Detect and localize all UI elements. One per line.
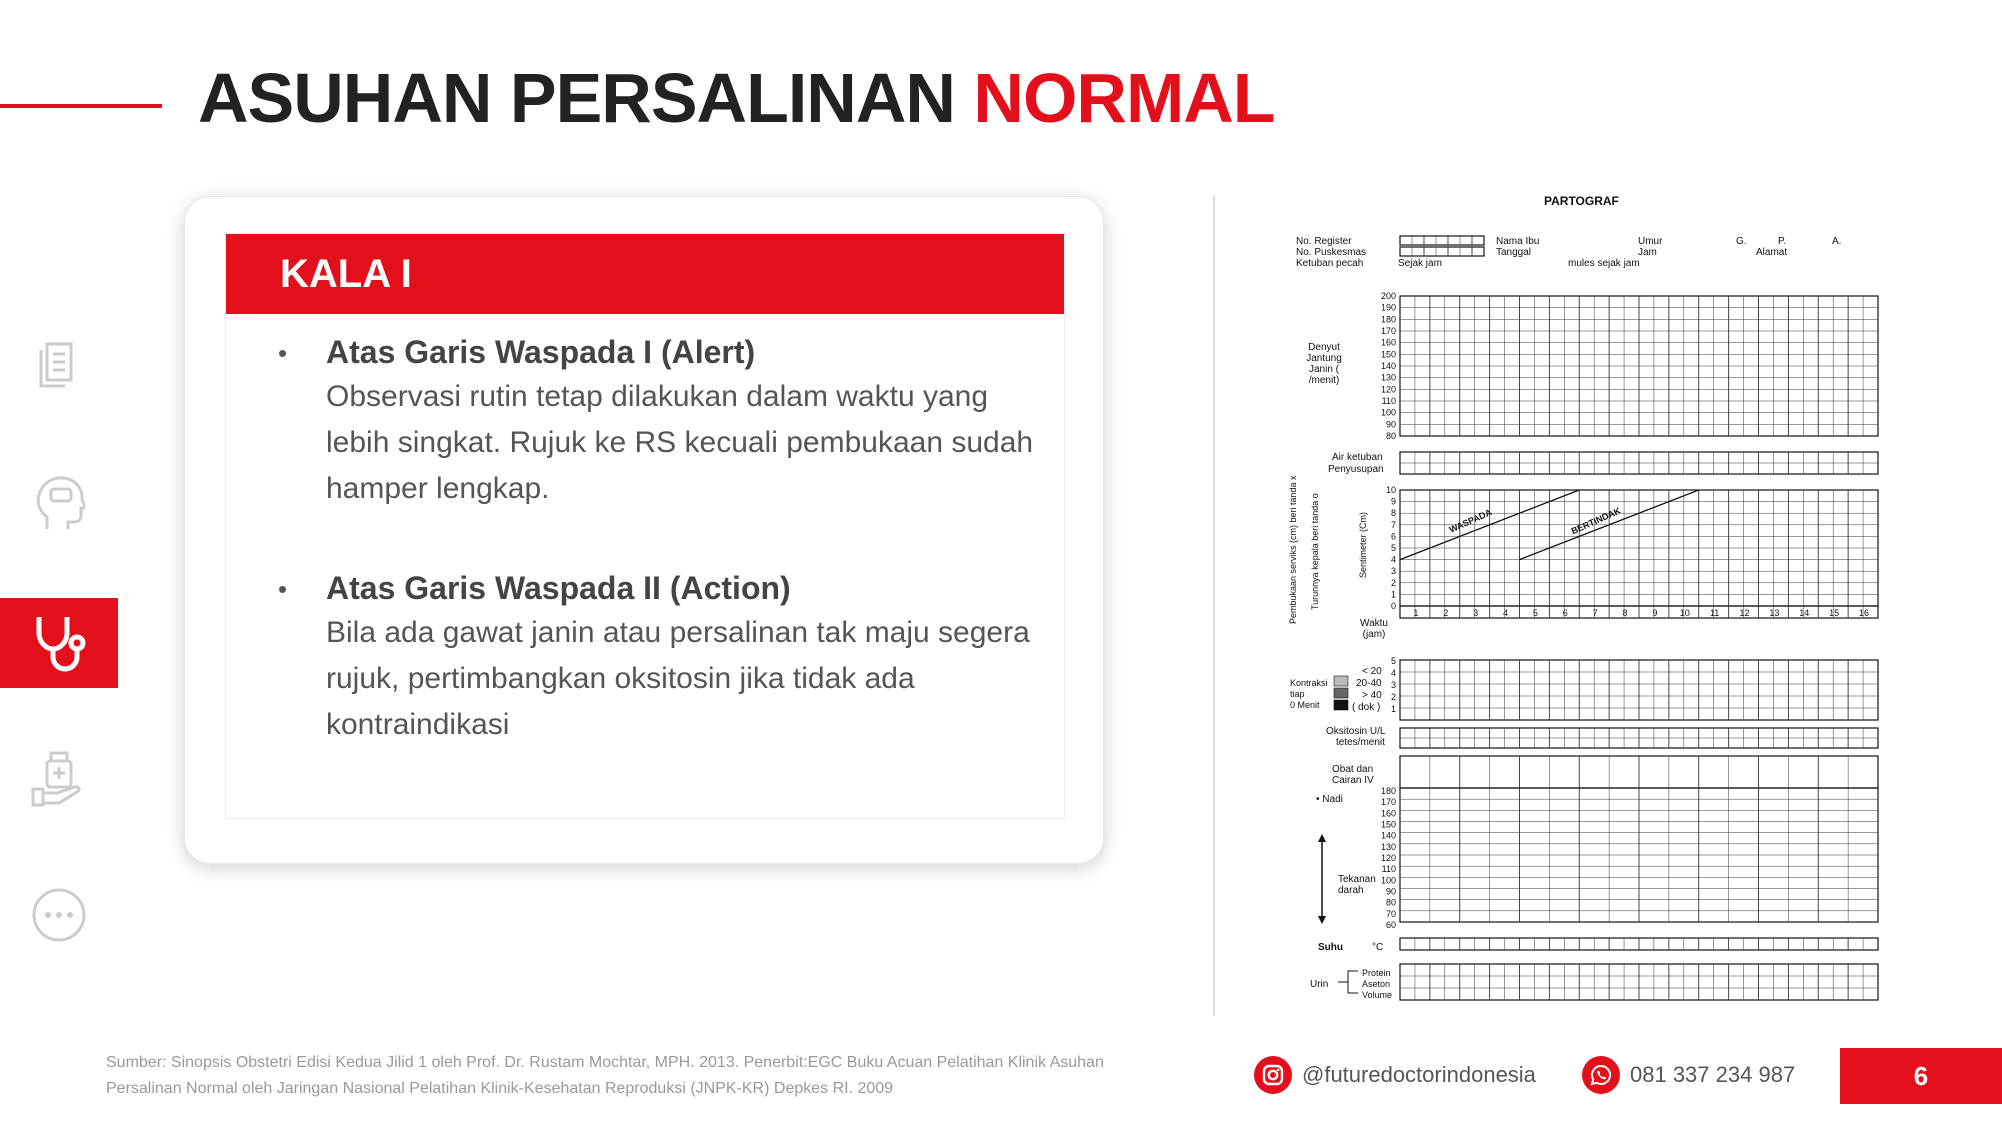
header-a: A. (1832, 236, 1842, 247)
source-line-2: Persalinan Normal oleh Jaringan Nasional Pelatihan Klinik-Kesehatan Reproduksi (JNPK-KR) Depkes RI. 2009 (106, 1080, 894, 1097)
kontraksi-tick: 3 (1390, 680, 1396, 690)
nadi-tick: 140 (1380, 830, 1396, 841)
sidebar-item-stethoscope[interactable] (0, 598, 118, 688)
bullet-body: Bila ada gawat janin atau persalinan tak maju segera rujuk, pertimbangkan oksitosin jika tidak ada kontraindikasi (326, 616, 1030, 741)
kontraksi-legend-3: > 40 (1362, 690, 1382, 701)
header-jam: Jam (1638, 247, 1657, 258)
header-left-3: Ketuban pecah (1296, 258, 1364, 269)
penyusupan-label: Penyusupan (1328, 464, 1384, 475)
whatsapp-text: 081 337 234 987 (1630, 1062, 1796, 1087)
header-left-1: No. Register (1296, 236, 1352, 247)
djj-tick: 140 (1380, 361, 1396, 371)
header-sejak-jam: Sejak jam (1398, 258, 1442, 269)
djj-tick: 170 (1380, 326, 1396, 336)
oksitosin-label-1: Oksitosin U/L (1326, 726, 1386, 737)
tekanan-arrow-head-up (1318, 834, 1326, 842)
whatsapp-number[interactable] (1582, 1056, 1795, 1094)
nadi-tick: 70 (1385, 908, 1396, 919)
hour-tick: 3 (1473, 608, 1479, 618)
nadi-tick: 130 (1380, 841, 1396, 852)
bullet-title: Atas Garis Waspada II (Action) (326, 570, 791, 606)
legend-swatch-dark (1334, 700, 1348, 710)
pembukaan-tick: 9 (1390, 496, 1396, 507)
title-accent-line (0, 104, 162, 108)
source-line-1: Sumber: Sinopsis Obstetri Edisi Kedua Jilid 1 oleh Prof. Dr. Rustam Mochtar, MPH. 2013. Penerbit:EGC Buku Acuan Pelatihan Klinik Asuhan (106, 1054, 1104, 1071)
kontraksi-tick: 4 (1390, 668, 1396, 678)
legend-swatch-light (1334, 676, 1348, 686)
djj-tick: 130 (1380, 372, 1396, 383)
hour-tick: 14 (1799, 608, 1810, 618)
djj-tick: 110 (1381, 396, 1396, 406)
legend-swatch-mid (1334, 688, 1348, 698)
sidebar-item-mind[interactable] (0, 458, 118, 548)
bullet-dot: • (278, 574, 288, 604)
header-mules: mules sejak jam (1568, 258, 1640, 269)
header-nama-ibu: Nama Ibu (1496, 236, 1540, 247)
kontraksi-legend-2: 20-40 (1356, 678, 1382, 689)
stethoscope-icon (31, 613, 87, 673)
djj-tick: 200 (1380, 291, 1396, 301)
pembukaan-tick: 7 (1390, 519, 1396, 530)
hour-tick: 11 (1709, 608, 1720, 618)
document-icon (37, 340, 81, 390)
hour-tick: 2 (1443, 608, 1449, 618)
hour-tick: 7 (1592, 608, 1598, 618)
sidebar-item-chat[interactable] (0, 870, 118, 960)
kontraksi-tick: 5 (1390, 656, 1396, 666)
hour-tick: 6 (1562, 608, 1568, 618)
kontraksi-tick: 2 (1390, 692, 1396, 702)
title-highlight: NORMAL (973, 59, 1275, 137)
urin-bracket (1338, 971, 1358, 993)
hour-tick: 16 (1858, 608, 1870, 618)
djj-tick: 120 (1380, 384, 1396, 395)
nadi-tick: 160 (1380, 808, 1396, 819)
waktu-label: Waktu (jam) (1360, 618, 1388, 640)
instagram-text: @futuredoctorindonesia (1302, 1062, 1536, 1087)
tekanan-arrow-head-down (1318, 916, 1326, 924)
header-umur: Umur (1638, 236, 1663, 247)
oksitosin-label-2: tetes/menit (1336, 737, 1385, 748)
bullet-dot: • (278, 338, 288, 368)
waspada-text: WASPADA (1447, 507, 1494, 535)
hour-tick: 13 (1769, 608, 1780, 618)
djj-tick: 80 (1385, 431, 1396, 441)
partograf-figure (1282, 190, 1902, 1010)
suhu-label: Suhu (1318, 942, 1343, 953)
tekanan-label-2: darah (1338, 885, 1364, 896)
header-p: P. (1778, 236, 1787, 247)
urin-volume: Volume (1362, 990, 1393, 1000)
kontraksi-tick: 1 (1390, 704, 1396, 714)
djj-tick: 180 (1380, 314, 1396, 325)
kontraksi-legend-4: ( dok ) (1352, 702, 1381, 713)
tekanan-label-1: Tekanan (1338, 874, 1376, 885)
pembukaan-label: Pembukaan serviks (cm) beri tanda x (1288, 475, 1298, 624)
obat-label-1: Obat dan (1332, 764, 1374, 775)
hour-tick: 12 (1739, 608, 1750, 618)
hour-tick: 8 (1622, 608, 1628, 618)
nadi-tick: 150 (1380, 819, 1396, 830)
nadi-tick: 180 (1380, 786, 1396, 796)
bullet-body: Observasi rutin tetap dilakukan dalam waktu yang lebih singkat. Rujuk ke RS kecuali pembukaan sudah hamper lengkap. (326, 380, 1034, 505)
header-tanggal: Tanggal (1496, 247, 1532, 258)
sentimeter-label: Sentimeter (Cm) (1358, 511, 1368, 578)
hour-tick: 4 (1502, 608, 1509, 618)
djj-tick: 160 (1380, 337, 1396, 348)
djj-tick: 90 (1385, 419, 1396, 430)
source-citation (106, 1050, 1226, 1102)
nadi-tick: 100 (1380, 875, 1396, 886)
nadi-tick: 120 (1380, 853, 1396, 863)
suhu-unit: °C (1372, 942, 1384, 953)
puskesmas-boxes (1400, 247, 1484, 256)
header-alamat: Alamat (1756, 247, 1788, 258)
hour-tick: 15 (1829, 608, 1840, 618)
page-title (198, 58, 1275, 138)
kontraksi-label-3: 0 Menit (1290, 700, 1320, 710)
kontraksi-legend-1: < 20 (1362, 666, 1382, 677)
bullet-list (226, 330, 1064, 782)
pembukaan-tick: 6 (1390, 531, 1396, 542)
header-g: G. (1736, 236, 1747, 247)
nadi-tick: 170 (1380, 797, 1396, 808)
page-number: 6 (1840, 1048, 2002, 1104)
kala-card-inner (225, 233, 1065, 819)
chat-dots-icon (30, 886, 88, 944)
kontraksi-label-1: Kontraksi (1290, 678, 1328, 688)
kala-card (184, 196, 1104, 864)
title-main: ASUHAN PERSALINAN (198, 59, 955, 137)
air-ketuban-label: Air ketuban (1332, 452, 1383, 463)
pembukaan-tick: 4 (1390, 554, 1396, 565)
register-boxes (1400, 236, 1484, 245)
hour-tick: 10 (1679, 608, 1690, 618)
partograf-grid (1282, 190, 1902, 1010)
whatsapp-icon (1582, 1056, 1620, 1094)
hour-tick: 1 (1413, 608, 1419, 618)
instagram-icon (1254, 1056, 1292, 1094)
djj-tick: 190 (1380, 302, 1396, 313)
pembukaan-tick: 0 (1390, 601, 1396, 611)
bullet-title: Atas Garis Waspada I (Alert) (326, 334, 756, 370)
turunnya-label: Turunnya kepala beri tanda o (1310, 493, 1320, 610)
djj-tick: 100 (1380, 407, 1396, 418)
head-thought-icon (33, 473, 85, 533)
urin-label: Urin (1310, 979, 1329, 990)
urin-aseton: Aseton (1362, 979, 1391, 989)
djj-label: Denyut Jantung Janin ( /menit) (1306, 342, 1342, 386)
hour-tick: 9 (1652, 608, 1658, 618)
pembukaan-tick: 10 (1385, 485, 1396, 495)
sidebar-item-medicine[interactable] (0, 734, 118, 824)
pembukaan-tick: 1 (1390, 589, 1396, 600)
vertical-divider (1213, 196, 1215, 1016)
nadi-tick: 80 (1385, 897, 1396, 908)
header-left-2: No. Puskesmas (1296, 247, 1367, 258)
kontraksi-label-2: tiap (1290, 689, 1305, 699)
obat-label-2: Cairan IV (1332, 775, 1374, 786)
urin-protein: Protein (1362, 968, 1391, 978)
bullet-item (226, 566, 1064, 748)
hour-tick: 5 (1532, 608, 1538, 618)
djj-tick: 150 (1380, 349, 1396, 360)
bullet-item (226, 330, 1064, 512)
nadi-tick: 110 (1381, 864, 1396, 875)
pembukaan-tick: 2 (1390, 577, 1396, 588)
pembukaan-tick: 5 (1390, 543, 1396, 553)
nadi-tick: 60 (1385, 920, 1396, 930)
nadi-tick: 90 (1385, 886, 1396, 897)
kala-heading: KALA I (226, 234, 1064, 314)
nadi-label: • Nadi (1316, 794, 1343, 805)
sidebar-item-document[interactable] (0, 320, 118, 410)
instagram-handle[interactable] (1254, 1056, 1536, 1094)
partograf-title: PARTOGRAF (1544, 194, 1619, 208)
medicine-hand-icon (31, 749, 87, 809)
bertindak-text: BERTINDAK (1569, 505, 1623, 537)
pembukaan-tick: 3 (1390, 566, 1396, 577)
pembukaan-tick: 8 (1390, 508, 1396, 519)
